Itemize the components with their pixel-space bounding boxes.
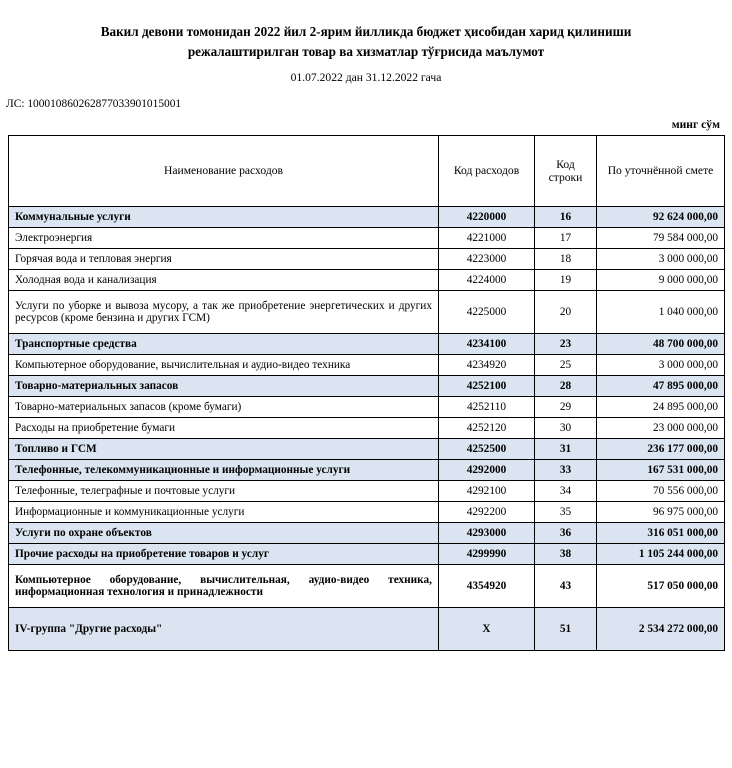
table-row bbox=[9, 607, 725, 650]
row-line-code: 17 bbox=[535, 227, 597, 248]
row-line-code: 28 bbox=[535, 375, 597, 396]
row-amount: 70 556 000,00 bbox=[597, 480, 725, 501]
table-row bbox=[9, 459, 725, 480]
table-row bbox=[9, 248, 725, 269]
row-expense-code: 4225000 bbox=[439, 290, 535, 333]
row-expense-code: 4293000 bbox=[439, 522, 535, 543]
row-amount: 1 105 244 000,00 bbox=[597, 543, 725, 564]
row-line-code: 23 bbox=[535, 333, 597, 354]
row-line-code: 19 bbox=[535, 269, 597, 290]
table-header-row bbox=[9, 135, 725, 206]
row-amount: 9 000 000,00 bbox=[597, 269, 725, 290]
account-number: ЛС: 100010860262877033901015001 bbox=[6, 97, 182, 110]
table-row bbox=[9, 480, 725, 501]
row-expense-code: 4292200 bbox=[439, 501, 535, 522]
column-header-name: Наименование расходов bbox=[9, 135, 439, 206]
table-row bbox=[9, 396, 725, 417]
table-row bbox=[9, 417, 725, 438]
row-line-code: 35 bbox=[535, 501, 597, 522]
row-name: Горячая вода и тепловая энергия bbox=[9, 248, 439, 269]
measurement-unit: минг сўм bbox=[671, 117, 720, 131]
expenses-table bbox=[8, 135, 725, 651]
row-expense-code: 4223000 bbox=[439, 248, 535, 269]
row-amount: 236 177 000,00 bbox=[597, 438, 725, 459]
row-line-code: 25 bbox=[535, 354, 597, 375]
row-line-code: 30 bbox=[535, 417, 597, 438]
row-line-code: 36 bbox=[535, 522, 597, 543]
table-row bbox=[9, 501, 725, 522]
row-name: Электроэнергия bbox=[9, 227, 439, 248]
page-title-line-2: режалаштирилган товар ва хизматлар тўғрисида маълумот bbox=[187, 44, 545, 60]
table-row bbox=[9, 269, 725, 290]
row-name: Услуги по уборке и вывоза мусору, а так же приобретение энергетических и других ресурсов (кроме бензина и других ГСМ) bbox=[9, 290, 439, 333]
row-line-code: 43 bbox=[535, 564, 597, 607]
row-name: Телефонные, телеграфные и почтовые услуги bbox=[9, 480, 439, 501]
row-expense-code: 4292000 bbox=[439, 459, 535, 480]
column-header-expense-code: Код расходов bbox=[439, 135, 535, 206]
row-line-code: 29 bbox=[535, 396, 597, 417]
row-name: Компьютерное оборудование, вычислительная, аудио-видео техника, информационная технология и принадлежности bbox=[9, 564, 439, 607]
row-line-code: 51 bbox=[535, 607, 597, 650]
row-name: Информационные и коммуникационные услуги bbox=[9, 501, 439, 522]
row-expense-code: 4234920 bbox=[439, 354, 535, 375]
row-expense-code: 4220000 bbox=[439, 206, 535, 227]
row-name: Компьютерное оборудование, вычислительная и аудио-видео техника bbox=[9, 354, 439, 375]
row-amount: 167 531 000,00 bbox=[597, 459, 725, 480]
report-period: 01.07.2022 дан 31.12.2022 гача bbox=[290, 70, 442, 84]
row-expense-code: 4292100 bbox=[439, 480, 535, 501]
row-line-code: 38 bbox=[535, 543, 597, 564]
table-row bbox=[9, 375, 725, 396]
page-title-line-1: Вакил девони томонидан 2022 йил 2-ярим йилликда бюджет ҳисобидан харид қилиниши bbox=[100, 24, 632, 39]
row-amount: 96 975 000,00 bbox=[597, 501, 725, 522]
row-expense-code: 4354920 bbox=[439, 564, 535, 607]
row-amount: 24 895 000,00 bbox=[597, 396, 725, 417]
row-line-code: 18 bbox=[535, 248, 597, 269]
page-title bbox=[26, 22, 706, 63]
row-line-code: 31 bbox=[535, 438, 597, 459]
row-name: Топливо и ГСМ bbox=[9, 438, 439, 459]
row-name: Коммунальные услуги bbox=[9, 206, 439, 227]
row-expense-code: 4234100 bbox=[439, 333, 535, 354]
row-line-code: 33 bbox=[535, 459, 597, 480]
row-name: Товарно-материальных запасов (кроме бумаги) bbox=[9, 396, 439, 417]
row-expense-code: 4221000 bbox=[439, 227, 535, 248]
row-name: Прочие расходы на приобретение товаров и услуг bbox=[9, 543, 439, 564]
row-name: Транспортные средства bbox=[9, 333, 439, 354]
row-name: IV-группа "Другие расходы" bbox=[9, 607, 439, 650]
row-expense-code: 4299990 bbox=[439, 543, 535, 564]
row-line-code: 16 bbox=[535, 206, 597, 227]
row-line-code: 20 bbox=[535, 290, 597, 333]
table-row bbox=[9, 354, 725, 375]
table-row bbox=[9, 290, 725, 333]
table-row bbox=[9, 438, 725, 459]
row-amount: 316 051 000,00 bbox=[597, 522, 725, 543]
row-expense-code: 4252100 bbox=[439, 375, 535, 396]
row-expense-code: 4224000 bbox=[439, 269, 535, 290]
row-amount: 2 534 272 000,00 bbox=[597, 607, 725, 650]
row-amount: 1 040 000,00 bbox=[597, 290, 725, 333]
row-line-code: 34 bbox=[535, 480, 597, 501]
row-expense-code: 4252110 bbox=[439, 396, 535, 417]
row-name: Телефонные, телекоммуникационные и информационные услуги bbox=[9, 459, 439, 480]
row-name: Услуги по охране объектов bbox=[9, 522, 439, 543]
table-row bbox=[9, 522, 725, 543]
row-amount: 47 895 000,00 bbox=[597, 375, 725, 396]
table-row bbox=[9, 227, 725, 248]
column-header-refined-estimate: По уточнённой смете bbox=[597, 135, 725, 206]
column-header-row-code: Код строки bbox=[535, 135, 597, 206]
table-row bbox=[9, 543, 725, 564]
document-page bbox=[0, 22, 732, 768]
row-name: Расходы на приобретение бумаги bbox=[9, 417, 439, 438]
row-amount: 92 624 000,00 bbox=[597, 206, 725, 227]
row-amount: 48 700 000,00 bbox=[597, 333, 725, 354]
row-name: Товарно-материальных запасов bbox=[9, 375, 439, 396]
row-expense-code: 4252500 bbox=[439, 438, 535, 459]
row-amount: 3 000 000,00 bbox=[597, 248, 725, 269]
row-expense-code: X bbox=[439, 607, 535, 650]
row-expense-code: 4252120 bbox=[439, 417, 535, 438]
row-amount: 3 000 000,00 bbox=[597, 354, 725, 375]
table-row bbox=[9, 206, 725, 227]
expenses-table-body bbox=[9, 206, 725, 650]
row-amount: 517 050 000,00 bbox=[597, 564, 725, 607]
row-amount: 79 584 000,00 bbox=[597, 227, 725, 248]
row-name: Холодная вода и канализация bbox=[9, 269, 439, 290]
table-row bbox=[9, 564, 725, 607]
row-amount: 23 000 000,00 bbox=[597, 417, 725, 438]
table-row bbox=[9, 333, 725, 354]
